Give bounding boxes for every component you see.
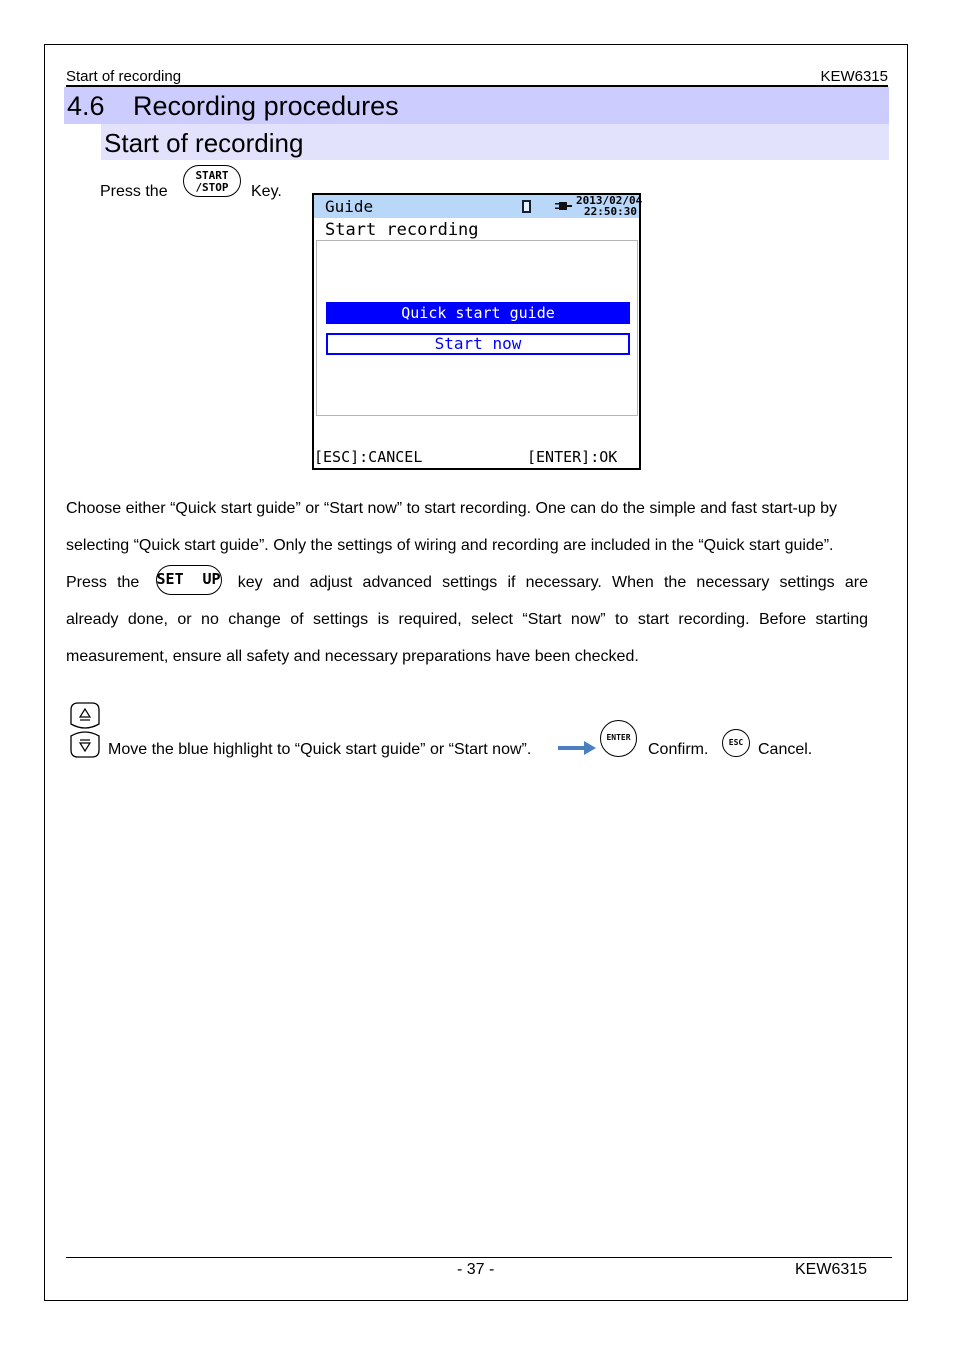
screen-datetime: [576, 195, 642, 217]
screen-footer-cancel: [ESC]:CANCEL: [314, 448, 423, 466]
option-quick-start-guide[interactable]: Quick start guide: [326, 302, 630, 324]
esc-key-icon: ESC: [722, 729, 750, 757]
screen-footer-ok: [ENTER]:OK: [527, 448, 618, 466]
sd-card-icon: [522, 200, 531, 213]
up-down-key-icon: [69, 702, 101, 758]
instruction-paragraph: [66, 490, 868, 675]
start-key-bottom-label: /STOP: [195, 181, 229, 194]
header-section-name: Start of recording: [66, 68, 182, 85]
paragraph-line-4: already done, or no change of settings is required, select “Start now” to start recording. Before starting: [66, 611, 868, 628]
start-stop-key-icon: [183, 165, 241, 197]
paragraph-line-1: Choose either “Quick start guide” or “Start now” to start recording. One can do the simple and fast start-up by: [66, 500, 838, 517]
confirm-text: Confirm.: [648, 741, 709, 758]
key-label: Key.: [251, 183, 282, 200]
page-number: - 37 -: [457, 1261, 495, 1278]
power-plug-icon: [554, 199, 572, 215]
press-the-label: Press the: [100, 183, 168, 200]
screen-date: 2013/02/04: [576, 194, 643, 207]
paragraph-line-2: selecting “Quick start guide”. Only the settings of wiring and recording are included in the “Quick start guide”.: [66, 537, 834, 554]
paragraph-line-3: [66, 564, 868, 601]
screen-heading: Start recording: [325, 220, 479, 240]
start-key-top-label: START: [195, 169, 229, 182]
screen-panel: [316, 240, 638, 416]
cancel-text: Cancel.: [758, 741, 813, 758]
footer-model: KEW6315: [795, 1261, 868, 1278]
arrow-right-icon: [558, 741, 596, 755]
paragraph-line-5: measurement, ensure all safety and necessary preparations have been checked.: [66, 648, 639, 665]
section-number: 4.6: [67, 91, 105, 121]
footer-rule: [66, 1257, 892, 1258]
section-title: Recording procedures: [133, 91, 399, 121]
enter-key-icon: ENTER: [600, 720, 637, 757]
move-highlight-text: Move the blue highlight to “Quick start guide” or “Start now”.: [108, 741, 532, 758]
screen-time: 22:50:30: [584, 205, 637, 218]
header-model: KEW6315: [820, 68, 888, 85]
paragraph-line-3-start: Press the: [66, 574, 140, 591]
instrument-screen: [312, 193, 641, 470]
setup-key-icon: SET UP: [156, 565, 222, 595]
paragraph-line-3-end: key and adjust advanced settings if necessary. When the necessary settings are: [237, 574, 868, 591]
screen-title: Guide: [325, 197, 374, 216]
option-start-now[interactable]: Start now: [326, 333, 630, 355]
subsection-title: Start of recording: [104, 128, 304, 158]
